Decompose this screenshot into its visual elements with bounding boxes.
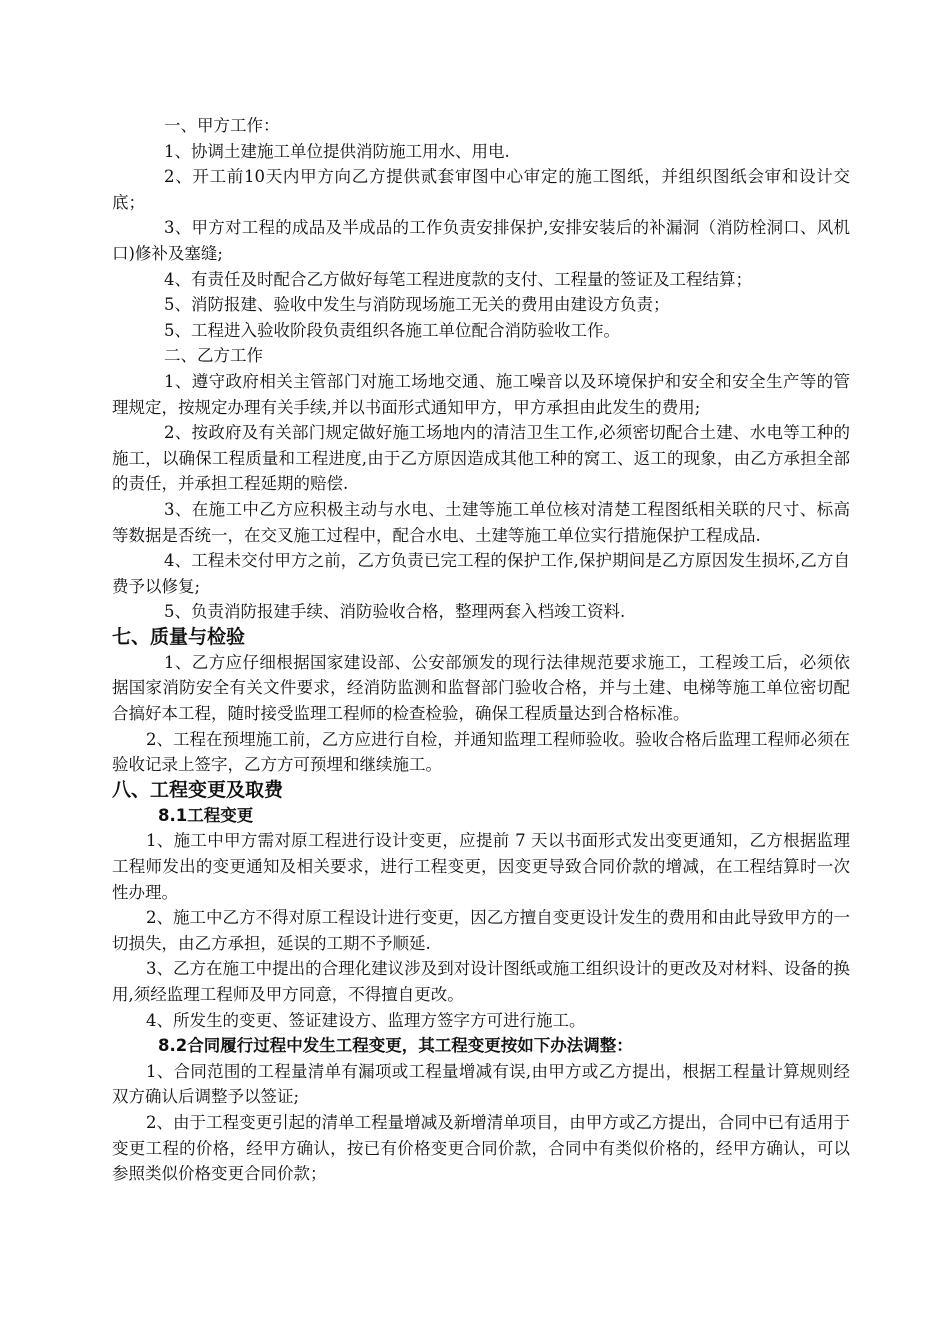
party-a-item-1: 1、协调土建施工单位提供消防施工用水、用电. — [164, 141, 510, 161]
party-b-item-4: 4、工程未交付甲方之前，乙方负责已完工程的保护工作,保护期间是乙方原因发生损坏,乙方自费予以修复; — [112, 551, 850, 596]
change-item-3: 3、乙方在施工中提出的合理化建议涉及到对设计图纸或施工组织设计的更改及对材料、设备的换用,须经监理工程师及甲方同意，不得擅自更改。 — [112, 959, 850, 1004]
party-a-item-3: 3、甲方对工程的成品及半成品的工作负责安排保护,安排安装后的补漏洞（消防栓洞口、风机口)修补及塞缝; — [112, 218, 850, 263]
change-item-2: 2、施工中乙方不得对原工程设计进行变更，因乙方擅自变更设计发生的费用和由此导致甲方的一切损失，由乙方承担，延误的工期不予顺延. — [112, 908, 850, 953]
quality-item-2: 2、工程在预埋施工前，乙方应进行自检，并通知监理工程师验收。验收合格后监理工程师必须在验收记录上签字，乙方方可预埋和继续施工。 — [112, 729, 850, 775]
change-subheading-2: 8.2合同履行过程中发生工程变更，其工程变更按如下办法调整： — [158, 1036, 633, 1056]
change-adjust-item-2: 2、由于工程变更引起的清单工程量增减及新增清单项目，由甲方或乙方提出，合同中已有适用于变更工程的价格，经甲方确认，按已有价格变更合同价款，合同中有类似价格的，经甲方确认，可以参照类似价格变更合同价款； — [112, 1112, 850, 1184]
party-b-item-1: 1、遵守政府相关主管部门对施工场地交通、施工噪音以及环境保护和安全和安全生产等的管理规定，按规定办理有关手续,并以书面形式通知甲方，甲方承担由此发生的费用; — [112, 371, 850, 417]
party-b-item-2: 2、按政府及有关部门规定做好施工场地内的清洁卫生工作,必须密切配合土建、水电等工种的施工，以确保工程质量和工程进度,由于乙方原因造成其他工种的窝工、返工的现象，由乙方承担全部的责任，并承担工程延期的赔偿. — [112, 423, 850, 494]
change-subheading-1: 8.1工程变更 — [158, 805, 254, 825]
change-item-1: 1、施工中甲方需对原工程进行设计变更，应提前 7 天以书面形式发出变更通知，乙方根据监理工程师发出的变更通知及相关要求，进行工程变更，因变更导致合同价款的增减，在工程结算时一次性办理。 — [112, 831, 850, 902]
party-a-item-5: 5、消防报建、验收中发生与消防现场施工无关的费用由建设方负责； — [164, 295, 670, 315]
party-a-item-4: 4、有责任及时配合乙方做好每笔工程进度款的支付、工程量的签证及工程结算； — [164, 269, 752, 289]
party-a-item-2: 2、开工前10天内甲方向乙方提供贰套审图中心审定的施工图纸，并组织图纸会审和设计交底； — [112, 167, 850, 212]
party-b-title: 二、乙方工作 — [164, 346, 263, 366]
party-a-item-6: 5、工程进入验收阶段负责组织各施工单位配合消防验收工作。 — [164, 320, 620, 340]
party-b-item-3: 3、在施工中乙方应积极主动与水电、土建等施工单位核对清楚工程图纸相关联的尺寸、标高等数据是否统一，在交叉施工过程中，配合水电、土建等施工单位实行措施保护工程成品. — [112, 499, 850, 545]
quality-item-1: 1、乙方应仔细根据国家建设部、公安部颁发的现行法律规范要求施工，工程竣工后，必须依据国家消防安全有关文件要求，经消防监测和监督部门验收合格，并与土建、电梯等施工单位密切配合搞好本工程，随时接受监理工程师的检查检验，确保工程质量达到合格标准。 — [112, 652, 850, 724]
party-a-title: 一、甲方工作： — [164, 116, 280, 135]
change-item-4: 4、所发生的变更、签证建设方、监理方签字方可进行施工。 — [146, 1010, 586, 1030]
quality-heading: 七、质量与检验 — [112, 625, 246, 648]
party-b-item-5: 5、负责消防报建手续、消防验收合格，整理两套入档竣工资料. — [164, 602, 626, 622]
change-heading: 八、工程变更及取费 — [112, 778, 284, 801]
change-adjust-item-1: 1、合同范围的工程量清单有漏项或工程量增减有误,由甲方或乙方提出，根据工程量计算规则经双方确认后调整予以签证; — [112, 1061, 850, 1107]
